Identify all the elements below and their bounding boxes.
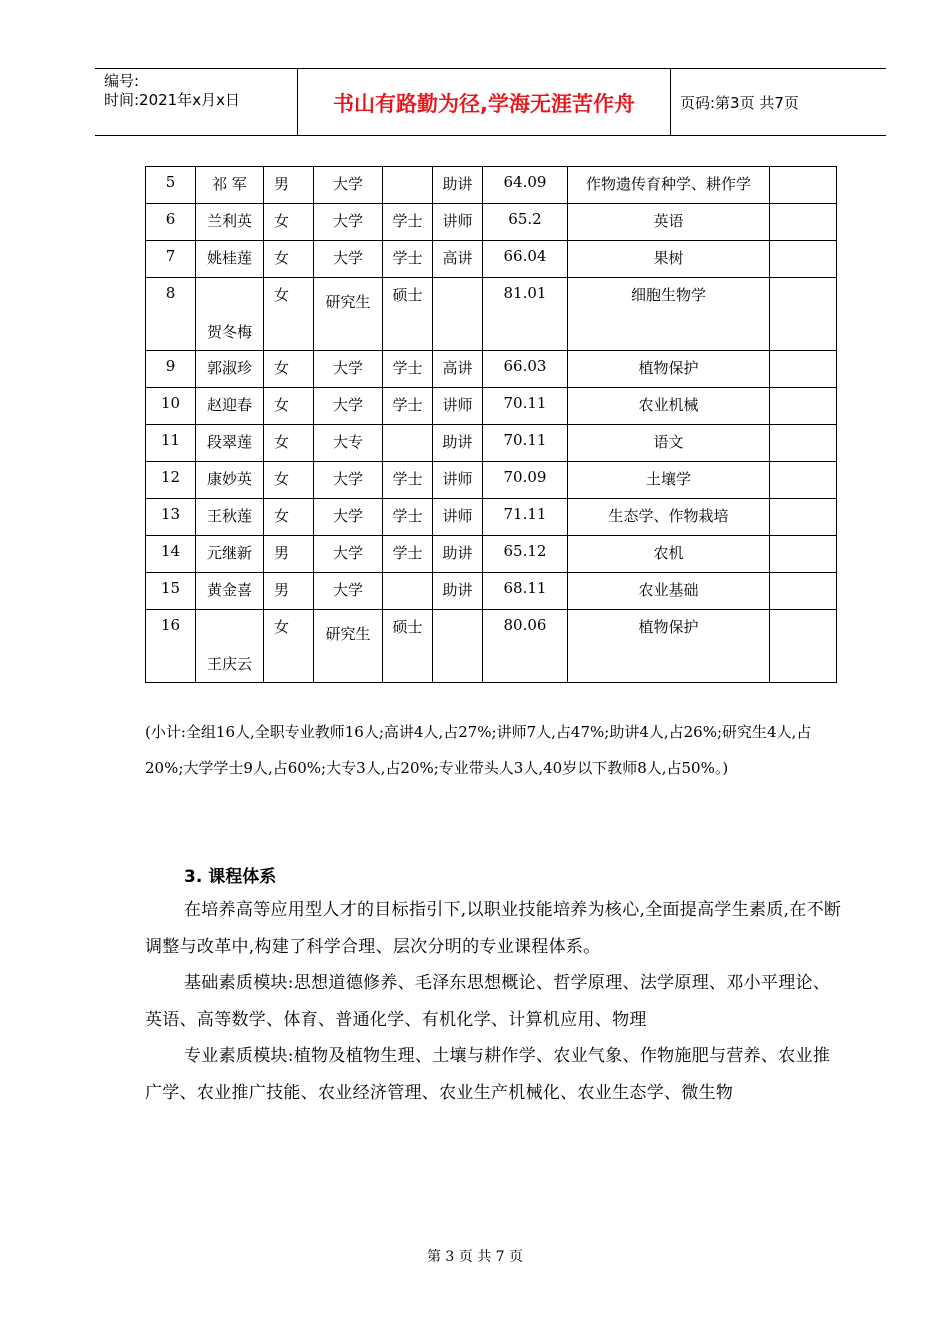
header-bottom-rule [95,135,886,136]
section-paragraph: 基础素质模块:思想道德修养、毛泽东思想概论、哲学原理、法学原理、邓小平理论、英语、高等数学、体育、普通化学、有机化学、计算机应用、物理 [145,973,831,1030]
teacher-work-date-cell: 66.04 [483,241,568,278]
row-number-cell: 14 [146,536,196,573]
teacher-education-cell: 大学 [314,536,383,573]
teacher-sex-cell: 女 [264,462,314,499]
teacher-major-cell: 农业机械 [568,388,770,425]
teacher-title-cell: 助讲 [433,167,483,204]
teacher-work-date-cell: 68.11 [483,573,568,610]
table-row [146,167,837,204]
teacher-major-cell: 农机 [568,536,770,573]
teacher-extra-cell [770,425,837,462]
staff-table [145,166,837,683]
teacher-name-cell: 贺冬梅 [196,278,264,351]
teacher-degree-cell: 学士 [383,462,433,499]
teacher-title-cell [433,610,483,683]
teacher-major-cell: 细胞生物学 [568,278,770,351]
row-number-cell: 6 [146,204,196,241]
teacher-major-cell: 植物保护 [568,610,770,683]
teacher-degree-cell: 学士 [383,536,433,573]
teacher-education-cell: 大专 [314,425,383,462]
teacher-education-cell: 大学 [314,241,383,278]
teacher-extra-cell [770,388,837,425]
table-row [146,351,837,388]
teacher-sex-cell: 女 [264,388,314,425]
header-top-rule [95,68,886,69]
teacher-education-cell: 大学 [314,573,383,610]
teacher-work-date-cell: 71.11 [483,499,568,536]
table-row [146,278,837,351]
table-row [146,462,837,499]
header-divider [670,68,671,136]
teacher-education-cell: 大学 [314,462,383,499]
row-number-cell: 11 [146,425,196,462]
row-number-cell: 9 [146,351,196,388]
teacher-degree-cell: 学士 [383,351,433,388]
teacher-education-cell: 大学 [314,167,383,204]
row-number-cell: 7 [146,241,196,278]
header-number-label: 编号: [104,72,140,90]
teacher-extra-cell [770,351,837,388]
teacher-name-cell: 黄金喜 [196,573,264,610]
teacher-degree-cell: 学士 [383,388,433,425]
teacher-education-cell: 研究生 [314,610,383,683]
table-row [146,499,837,536]
row-number-cell: 12 [146,462,196,499]
teacher-major-cell: 作物遗传育种学、耕作学 [568,167,770,204]
teacher-sex-cell: 女 [264,425,314,462]
summary-note: (小计:全组16人,全职专业教师16人;高讲4人,占27%;讲师7人,占47%;助讲4人,占26%;研究生4人,占20%;大学学士9人,占60%;大专3人,占20%;专业带头人3人,40岁以下教师8人,占50%。) [145,723,812,777]
teacher-sex-cell: 女 [264,204,314,241]
row-number-cell: 15 [146,573,196,610]
teacher-degree-cell: 学士 [383,204,433,241]
row-number-cell: 10 [146,388,196,425]
teacher-degree-cell [383,425,433,462]
teacher-education-cell: 大学 [314,204,383,241]
page-footer: 第 3 页 共 7 页 [426,1249,524,1265]
teacher-degree-cell: 学士 [383,499,433,536]
teacher-major-cell: 农业基础 [568,573,770,610]
teacher-work-date-cell: 64.09 [483,167,568,204]
teacher-extra-cell [770,610,837,683]
row-number-cell: 13 [146,499,196,536]
teacher-education-cell: 大学 [314,388,383,425]
teacher-work-date-cell: 70.11 [483,388,568,425]
teacher-sex-cell: 女 [264,610,314,683]
table-row [146,241,837,278]
teacher-extra-cell [770,462,837,499]
teacher-extra-cell [770,499,837,536]
teacher-education-cell: 研究生 [314,278,383,351]
table-row [146,204,837,241]
header-time-label: 时间:2021年x月x日 [104,91,240,109]
table-row [146,536,837,573]
teacher-degree-cell: 硕士 [383,610,433,683]
teacher-extra-cell [770,241,837,278]
teacher-name-cell: 段翠莲 [196,425,264,462]
table-row [146,573,837,610]
teacher-extra-cell [770,204,837,241]
teacher-major-cell: 土壤学 [568,462,770,499]
teacher-extra-cell [770,573,837,610]
teacher-major-cell: 语文 [568,425,770,462]
row-number-cell: 16 [146,610,196,683]
teacher-degree-cell: 硕士 [383,278,433,351]
teacher-title-cell: 助讲 [433,573,483,610]
teacher-title-cell: 助讲 [433,536,483,573]
teacher-name-cell: 兰利英 [196,204,264,241]
section-paragraph: 专业素质模块:植物及植物生理、土壤与耕作学、农业气象、作物施肥与营养、农业推广学、农业推广技能、农业经济管理、农业生产机械化、农业生态学、微生物 [145,1046,831,1103]
teacher-major-cell: 果树 [568,241,770,278]
teacher-title-cell: 讲师 [433,499,483,536]
teacher-sex-cell: 男 [264,167,314,204]
teacher-title-cell: 讲师 [433,204,483,241]
teacher-work-date-cell: 70.09 [483,462,568,499]
teacher-work-date-cell: 81.01 [483,278,568,351]
teacher-work-date-cell: 70.11 [483,425,568,462]
teacher-name-cell: 元继新 [196,536,264,573]
staff-table-body [146,167,837,683]
teacher-title-cell [433,278,483,351]
teacher-education-cell: 大学 [314,499,383,536]
section-title: 3. 课程体系 [184,867,277,887]
teacher-name-cell: 郭淑珍 [196,351,264,388]
teacher-degree-cell [383,573,433,610]
teacher-work-date-cell: 80.06 [483,610,568,683]
header-motto: 书山有路勤为径,学海无涯苦作舟 [333,92,635,116]
teacher-work-date-cell: 65.12 [483,536,568,573]
row-number-cell: 5 [146,167,196,204]
header-page-info: 页码:第3页 共7页 [680,94,799,112]
teacher-work-date-cell: 65.2 [483,204,568,241]
teacher-extra-cell [770,536,837,573]
teacher-sex-cell: 男 [264,536,314,573]
teacher-title-cell: 高讲 [433,351,483,388]
teacher-name-cell: 康妙英 [196,462,264,499]
teacher-name-cell: 赵迎春 [196,388,264,425]
row-number-cell: 8 [146,278,196,351]
teacher-sex-cell: 女 [264,241,314,278]
header-meta [104,72,240,110]
teacher-sex-cell: 女 [264,278,314,351]
teacher-major-cell: 英语 [568,204,770,241]
teacher-degree-cell: 学士 [383,241,433,278]
teacher-title-cell: 讲师 [433,388,483,425]
teacher-name-cell: 王秋莲 [196,499,264,536]
teacher-sex-cell: 女 [264,499,314,536]
teacher-title-cell: 讲师 [433,462,483,499]
teacher-sex-cell: 男 [264,573,314,610]
teacher-extra-cell [770,167,837,204]
teacher-degree-cell [383,167,433,204]
teacher-major-cell: 生态学、作物栽培 [568,499,770,536]
teacher-major-cell: 植物保护 [568,351,770,388]
teacher-education-cell: 大学 [314,351,383,388]
table-row [146,610,837,683]
teacher-work-date-cell: 66.03 [483,351,568,388]
teacher-name-cell: 王庆云 [196,610,264,683]
teacher-title-cell: 高讲 [433,241,483,278]
teacher-name-cell: 姚桂莲 [196,241,264,278]
teacher-sex-cell: 女 [264,351,314,388]
table-row [146,425,837,462]
teacher-extra-cell [770,278,837,351]
teacher-title-cell: 助讲 [433,425,483,462]
section-paragraph: 在培养高等应用型人才的目标指引下,以职业技能培养为核心,全面提高学生素质,在不断调整与改革中,构建了科学合理、层次分明的专业课程体系。 [145,900,842,957]
teacher-name-cell: 祁 军 [196,167,264,204]
table-row [146,388,837,425]
